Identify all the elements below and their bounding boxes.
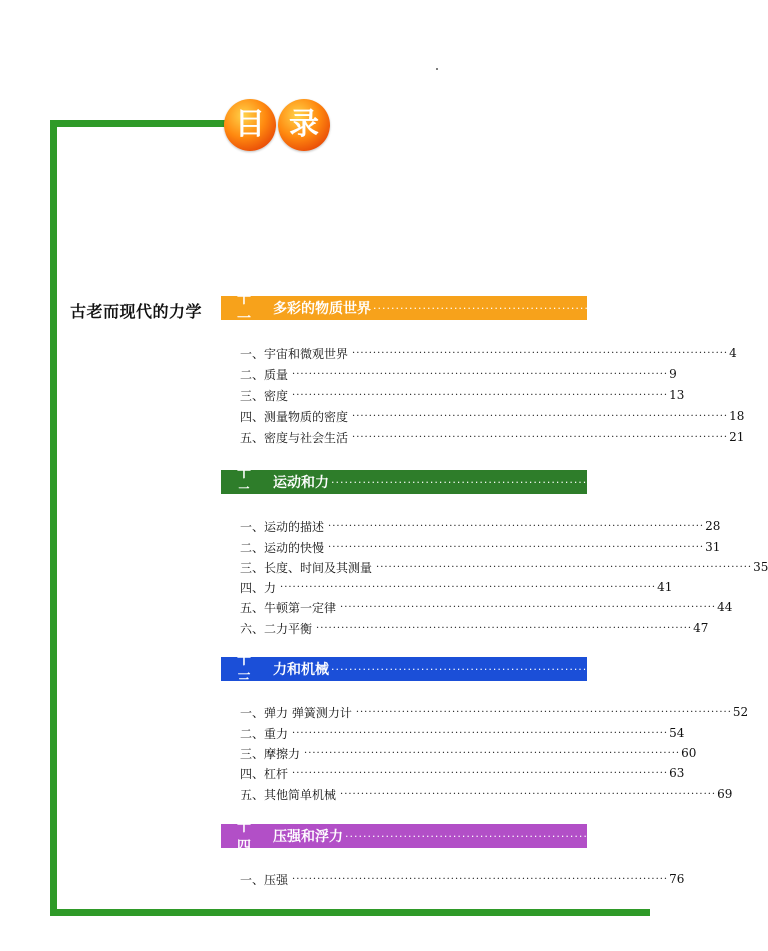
print-speck — [436, 68, 438, 70]
heading-circle-1 — [224, 99, 276, 151]
toc-entry[interactable] — [240, 428, 745, 446]
leader-dots: ·························································································· — [316, 622, 693, 634]
entry-title: 一、宇宙和微观世界 — [240, 346, 349, 361]
leader-dots: ·························································································· — [292, 727, 669, 739]
entry-page: 69 — [717, 787, 733, 801]
chapter-bar-14[interactable] — [221, 799, 682, 875]
entry-title: 四、杠杆 — [240, 766, 289, 781]
entry-title: 五、密度与社会生活 — [240, 430, 349, 445]
leader-dots: ·························································································· — [352, 347, 729, 359]
toc-entry[interactable] — [240, 517, 721, 535]
heading-circle-2 — [278, 99, 330, 151]
chapter-bar-11[interactable] — [221, 271, 702, 347]
toc-entry[interactable] — [240, 619, 709, 637]
frame-top-border — [50, 120, 250, 127]
leader-dots: ·························································································· — [292, 389, 669, 401]
toc-entry[interactable] — [240, 870, 685, 888]
leader-dots: ·························································································· — [304, 747, 681, 759]
leader-dots: ·························································································· — [280, 581, 657, 593]
entry-title: 一、压强 — [240, 872, 289, 887]
chapter-page: 75 — [666, 829, 682, 843]
leader-dots: ·························································································· — [352, 431, 729, 443]
entry-page: 52 — [732, 705, 749, 719]
leader-dots: ······································································· — [331, 662, 651, 676]
chapter-number: 第十二章 — [237, 445, 251, 521]
entry-title: 二、运动的快慢 — [240, 540, 325, 555]
chapter-number: 第十四章 — [237, 799, 251, 875]
frame-bottom-border — [50, 909, 650, 916]
toc-entry[interactable] — [240, 344, 737, 362]
leader-dots: ·························································································· — [355, 706, 732, 718]
toc-entry[interactable] — [240, 724, 685, 742]
entry-page: 54 — [669, 726, 685, 740]
entry-page: 41 — [657, 580, 673, 594]
leader-dots: ·························································································· — [292, 873, 669, 885]
entry-page: 35 — [753, 560, 768, 574]
chapter-number: 第十一章 — [237, 271, 251, 347]
toc-entry[interactable] — [240, 558, 768, 576]
toc-entry[interactable] — [240, 578, 673, 596]
heading-char-1: 目 — [235, 107, 265, 142]
unit-title: 古老而现代的力学 — [70, 302, 203, 321]
heading-char-2: 录 — [289, 107, 319, 142]
entry-page: 21 — [729, 430, 745, 444]
toc-entry[interactable] — [240, 386, 685, 404]
leader-dots: ·························································································· — [328, 541, 705, 553]
entry-title: 四、测量物质的密度 — [240, 409, 349, 424]
chapter-bar-13[interactable] — [221, 632, 668, 708]
leader-dots: ······································································· — [331, 475, 651, 489]
chapter-page: 3 — [694, 301, 702, 315]
entry-page: 63 — [669, 766, 685, 780]
entry-title: 一、弹力 弹簧测力计 — [240, 705, 352, 720]
entry-page: 28 — [705, 519, 721, 533]
entry-page: 4 — [729, 346, 737, 360]
chapter-title: 压强和浮力 — [273, 829, 343, 845]
leader-dots: ·························································································· — [376, 561, 753, 573]
chapter-bar-12[interactable] — [221, 445, 668, 521]
leader-dots: ·························································································· — [340, 788, 717, 800]
chapter-title: 多彩的物质世界 — [273, 301, 371, 317]
toc-entry[interactable] — [240, 764, 685, 782]
entry-title: 三、密度 — [240, 388, 289, 403]
chapter-title: 运动和力 — [273, 475, 329, 491]
entry-page: 9 — [669, 367, 677, 381]
entry-title: 二、重力 — [240, 726, 289, 741]
entry-page: 13 — [669, 388, 685, 402]
entry-page: 47 — [693, 621, 709, 635]
toc-entry[interactable] — [240, 598, 733, 616]
entry-title: 一、运动的描述 — [240, 519, 325, 534]
leader-dots: ·························································································· — [292, 368, 669, 380]
entry-title: 五、牛顿第一定律 — [240, 600, 337, 615]
entry-page: 31 — [705, 540, 721, 554]
toc-entry[interactable] — [240, 785, 733, 803]
leader-dots: ·························································································· — [328, 520, 705, 532]
entry-page: 76 — [669, 872, 685, 886]
entry-page: 60 — [681, 746, 697, 760]
entry-title: 四、力 — [240, 580, 277, 595]
toc-entry[interactable] — [240, 703, 749, 721]
frame-left-border — [50, 120, 57, 916]
toc-entry[interactable] — [240, 407, 745, 425]
leader-dots: ·························································································· — [352, 410, 729, 422]
entry-page: 18 — [729, 409, 745, 423]
leader-dots: ······································································· — [373, 301, 693, 315]
chapter-page: 27 — [652, 475, 668, 489]
toc-entry[interactable] — [240, 365, 677, 383]
chapter-number: 第十三章 — [237, 632, 251, 708]
toc-entry[interactable] — [240, 744, 697, 762]
entry-page: 44 — [717, 600, 733, 614]
entry-title: 五、其他简单机械 — [240, 787, 337, 802]
leader-dots: ······································································· — [345, 829, 665, 843]
entry-title: 三、长度、时间及其测量 — [240, 560, 373, 575]
leader-dots: ·························································································· — [340, 601, 717, 613]
entry-title: 六、二力平衡 — [240, 621, 313, 636]
entry-title: 三、摩擦力 — [240, 746, 301, 761]
chapter-page: 51 — [652, 662, 668, 676]
toc-entry[interactable] — [240, 538, 721, 556]
leader-dots: ·························································································· — [292, 767, 669, 779]
chapter-title: 力和机械 — [273, 662, 329, 678]
entry-title: 二、质量 — [240, 367, 289, 382]
